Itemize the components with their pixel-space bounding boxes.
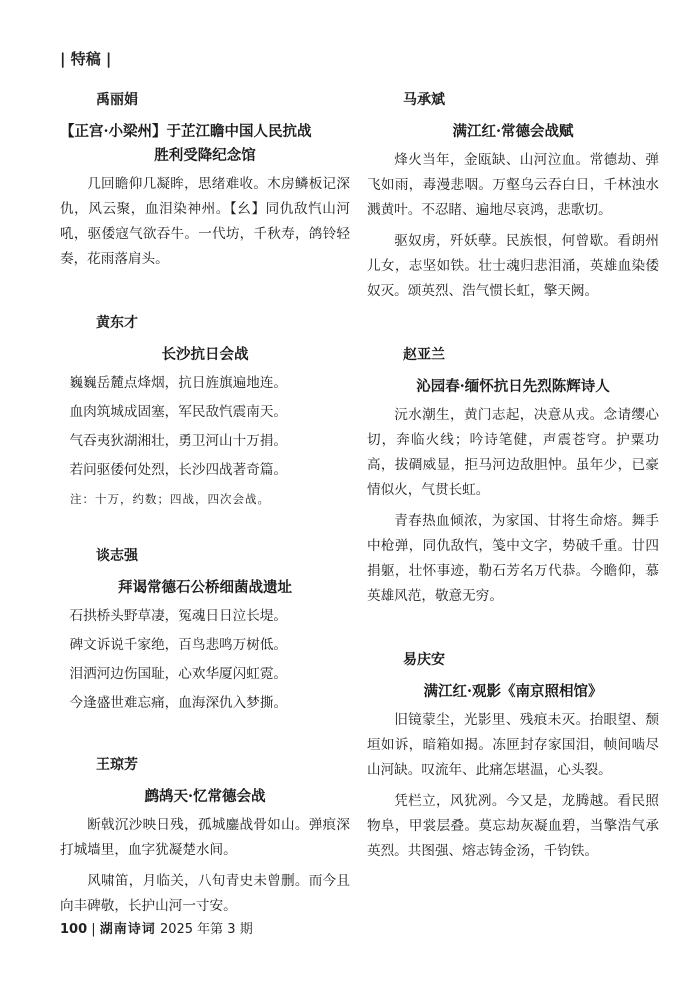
poem-huang-dongcai bbox=[60, 313, 350, 511]
poem-note: 注：十万，约数；四战，四次会战。 bbox=[70, 492, 270, 506]
poem-body bbox=[60, 604, 350, 716]
poem-paragraph: 旧镜蒙尘，光影里、残痕未灭。抬眼望、颓垣如诉，暗箱如揭。冻匣封存家国泪，帧间啮尽山河缺。叹流年、此痛怎堪温，心头裂。 bbox=[367, 712, 659, 778]
section-label: | 特稿 | bbox=[60, 50, 112, 68]
poem-body bbox=[367, 148, 659, 304]
poem-author: 谈志强 bbox=[96, 548, 138, 564]
right-column bbox=[367, 90, 659, 870]
poem-paragraph: 沅水潮生，黄门志起，决意从戎。念请缨心切，奔临火线；吟诗笔健，声震苍穹。护粟功高，拔碉威显，拒马河边敌胆忡。虽年少，已豪情似火，气贯长虹。 bbox=[367, 407, 659, 498]
poem-title bbox=[60, 120, 350, 168]
poem-paragraph: 青春热血倾浓，为家国、甘将生命熔。舞手中枪弹，同仇敌忾，笺中文字，势破千重。廿四捐躯，壮怀事迹，勒石芳名万代恭。今瞻仰，慕英雄风范，敬意无穷。 bbox=[367, 513, 659, 604]
poem-title: 满江红·常德会战赋 bbox=[452, 123, 574, 140]
poem-paragraph: 风啸笛，月临关，八旬青史未曾删。而今且向丰碑敬，长护山河一寸安。 bbox=[60, 873, 350, 914]
poem-author: 易庆安 bbox=[403, 652, 445, 668]
page-footer bbox=[60, 918, 253, 937]
footer-divider: | bbox=[91, 922, 100, 937]
poem-line: 血肉筑城成固塞，军民敌忾震南天。 bbox=[69, 404, 288, 420]
poem-body bbox=[367, 708, 659, 864]
poem-wang-qiongfang bbox=[60, 755, 350, 919]
poem-yu-lijuan bbox=[60, 90, 350, 272]
poem-title: 鹧鸪天·忆常德会战 bbox=[144, 788, 266, 805]
poem-author: 禹丽娟 bbox=[96, 92, 138, 108]
poem-author: 赵亚兰 bbox=[403, 347, 445, 363]
magazine-brand: 湖南诗词 bbox=[99, 922, 156, 937]
poem-body bbox=[60, 172, 350, 272]
poem-body bbox=[367, 403, 659, 609]
poem-line: 气吞夷狄湖湘壮，勇卫河山十万捐。 bbox=[69, 433, 288, 449]
poem-body bbox=[60, 371, 350, 511]
poem-paragraph: 烽火当年，金瓯缺、山河泣血。常德劫、弹飞如雨，毒漫悲咽。万壑乌云吞白日，千林浊水溅黄叶。不忍睹、遍地尽哀鸿，悲歌切。 bbox=[367, 152, 659, 218]
poem-line: 碑文诉说千家绝，百鸟悲鸣万树低。 bbox=[69, 637, 288, 653]
poem-paragraph: 断戟沉沙映日残，孤城鏖战骨如山。弹痕深打城墙里，血字犹凝楚水间。 bbox=[60, 817, 350, 858]
poem-title: 长沙抗日会战 bbox=[161, 346, 249, 363]
poem-title: 拜谒常德石公桥细菌战遗址 bbox=[118, 579, 292, 596]
poem-ma-chengbin bbox=[367, 90, 659, 304]
poem-yi-qingan bbox=[367, 650, 659, 864]
poem-zhao-yalan bbox=[367, 345, 659, 609]
issue-label: 2025 年第 3 期 bbox=[159, 922, 253, 937]
poem-line: 石拱桥头野草凄，冤魂日日泣长堤。 bbox=[69, 608, 288, 624]
poem-author: 马承斌 bbox=[403, 92, 445, 108]
poem-line: 若问驱倭何处烈，长沙四战著奇篇。 bbox=[69, 462, 288, 478]
poem-paragraph: 驱奴虏，歼妖孽。民族恨，何曾歇。看朗州儿女，志坚如铁。壮士魂归悲泪涌，英雄血染倭奴灭。颂英烈、浩气惯长虹，擎天阙。 bbox=[367, 233, 659, 299]
poem-title-line: 【正宫·小梁州】于芷江瞻中国人民抗战 bbox=[60, 123, 312, 140]
poem-author: 王琼芳 bbox=[96, 757, 138, 773]
poem-line: 泪洒河边伤国耻，心欢华厦闪虹霓。 bbox=[69, 666, 288, 682]
poem-author: 黄东才 bbox=[96, 315, 138, 331]
poem-title: 满江红·观影《南京照相馆》 bbox=[423, 683, 603, 700]
page-number: 100 bbox=[60, 922, 88, 937]
poem-title: 沁园春·缅怀抗日先烈陈辉诗人 bbox=[416, 378, 610, 395]
poem-tan-zhiqiang bbox=[60, 546, 350, 716]
poem-line: 巍巍岳麓点烽烟，抗日旌旗遍地连。 bbox=[69, 375, 288, 391]
poem-paragraph: 凭栏立，风犹冽。今又是，龙腾越。看民照物阜，甲裳层叠。莫忘劫灰凝血碧，当擎浩气承英烈。共图强、熔志铸金汤，千钧铁。 bbox=[367, 793, 659, 859]
poem-body bbox=[60, 813, 350, 919]
poem-paragraph: 几回瞻仰几凝眸，思绪难收。木房鳞板记深仇，风云聚，血泪染神州。【幺】同仇敌忾山河吼，驱倭寇气欲吞牛。一代坊，千秋寿，鸽铃轻奏，花雨落肩头。 bbox=[60, 176, 350, 267]
poem-title-line: 胜利受降纪念馆 bbox=[154, 147, 256, 164]
poem-line: 今逢盛世难忘痛，血海深仇入梦撕。 bbox=[69, 695, 288, 711]
left-column bbox=[60, 90, 350, 925]
